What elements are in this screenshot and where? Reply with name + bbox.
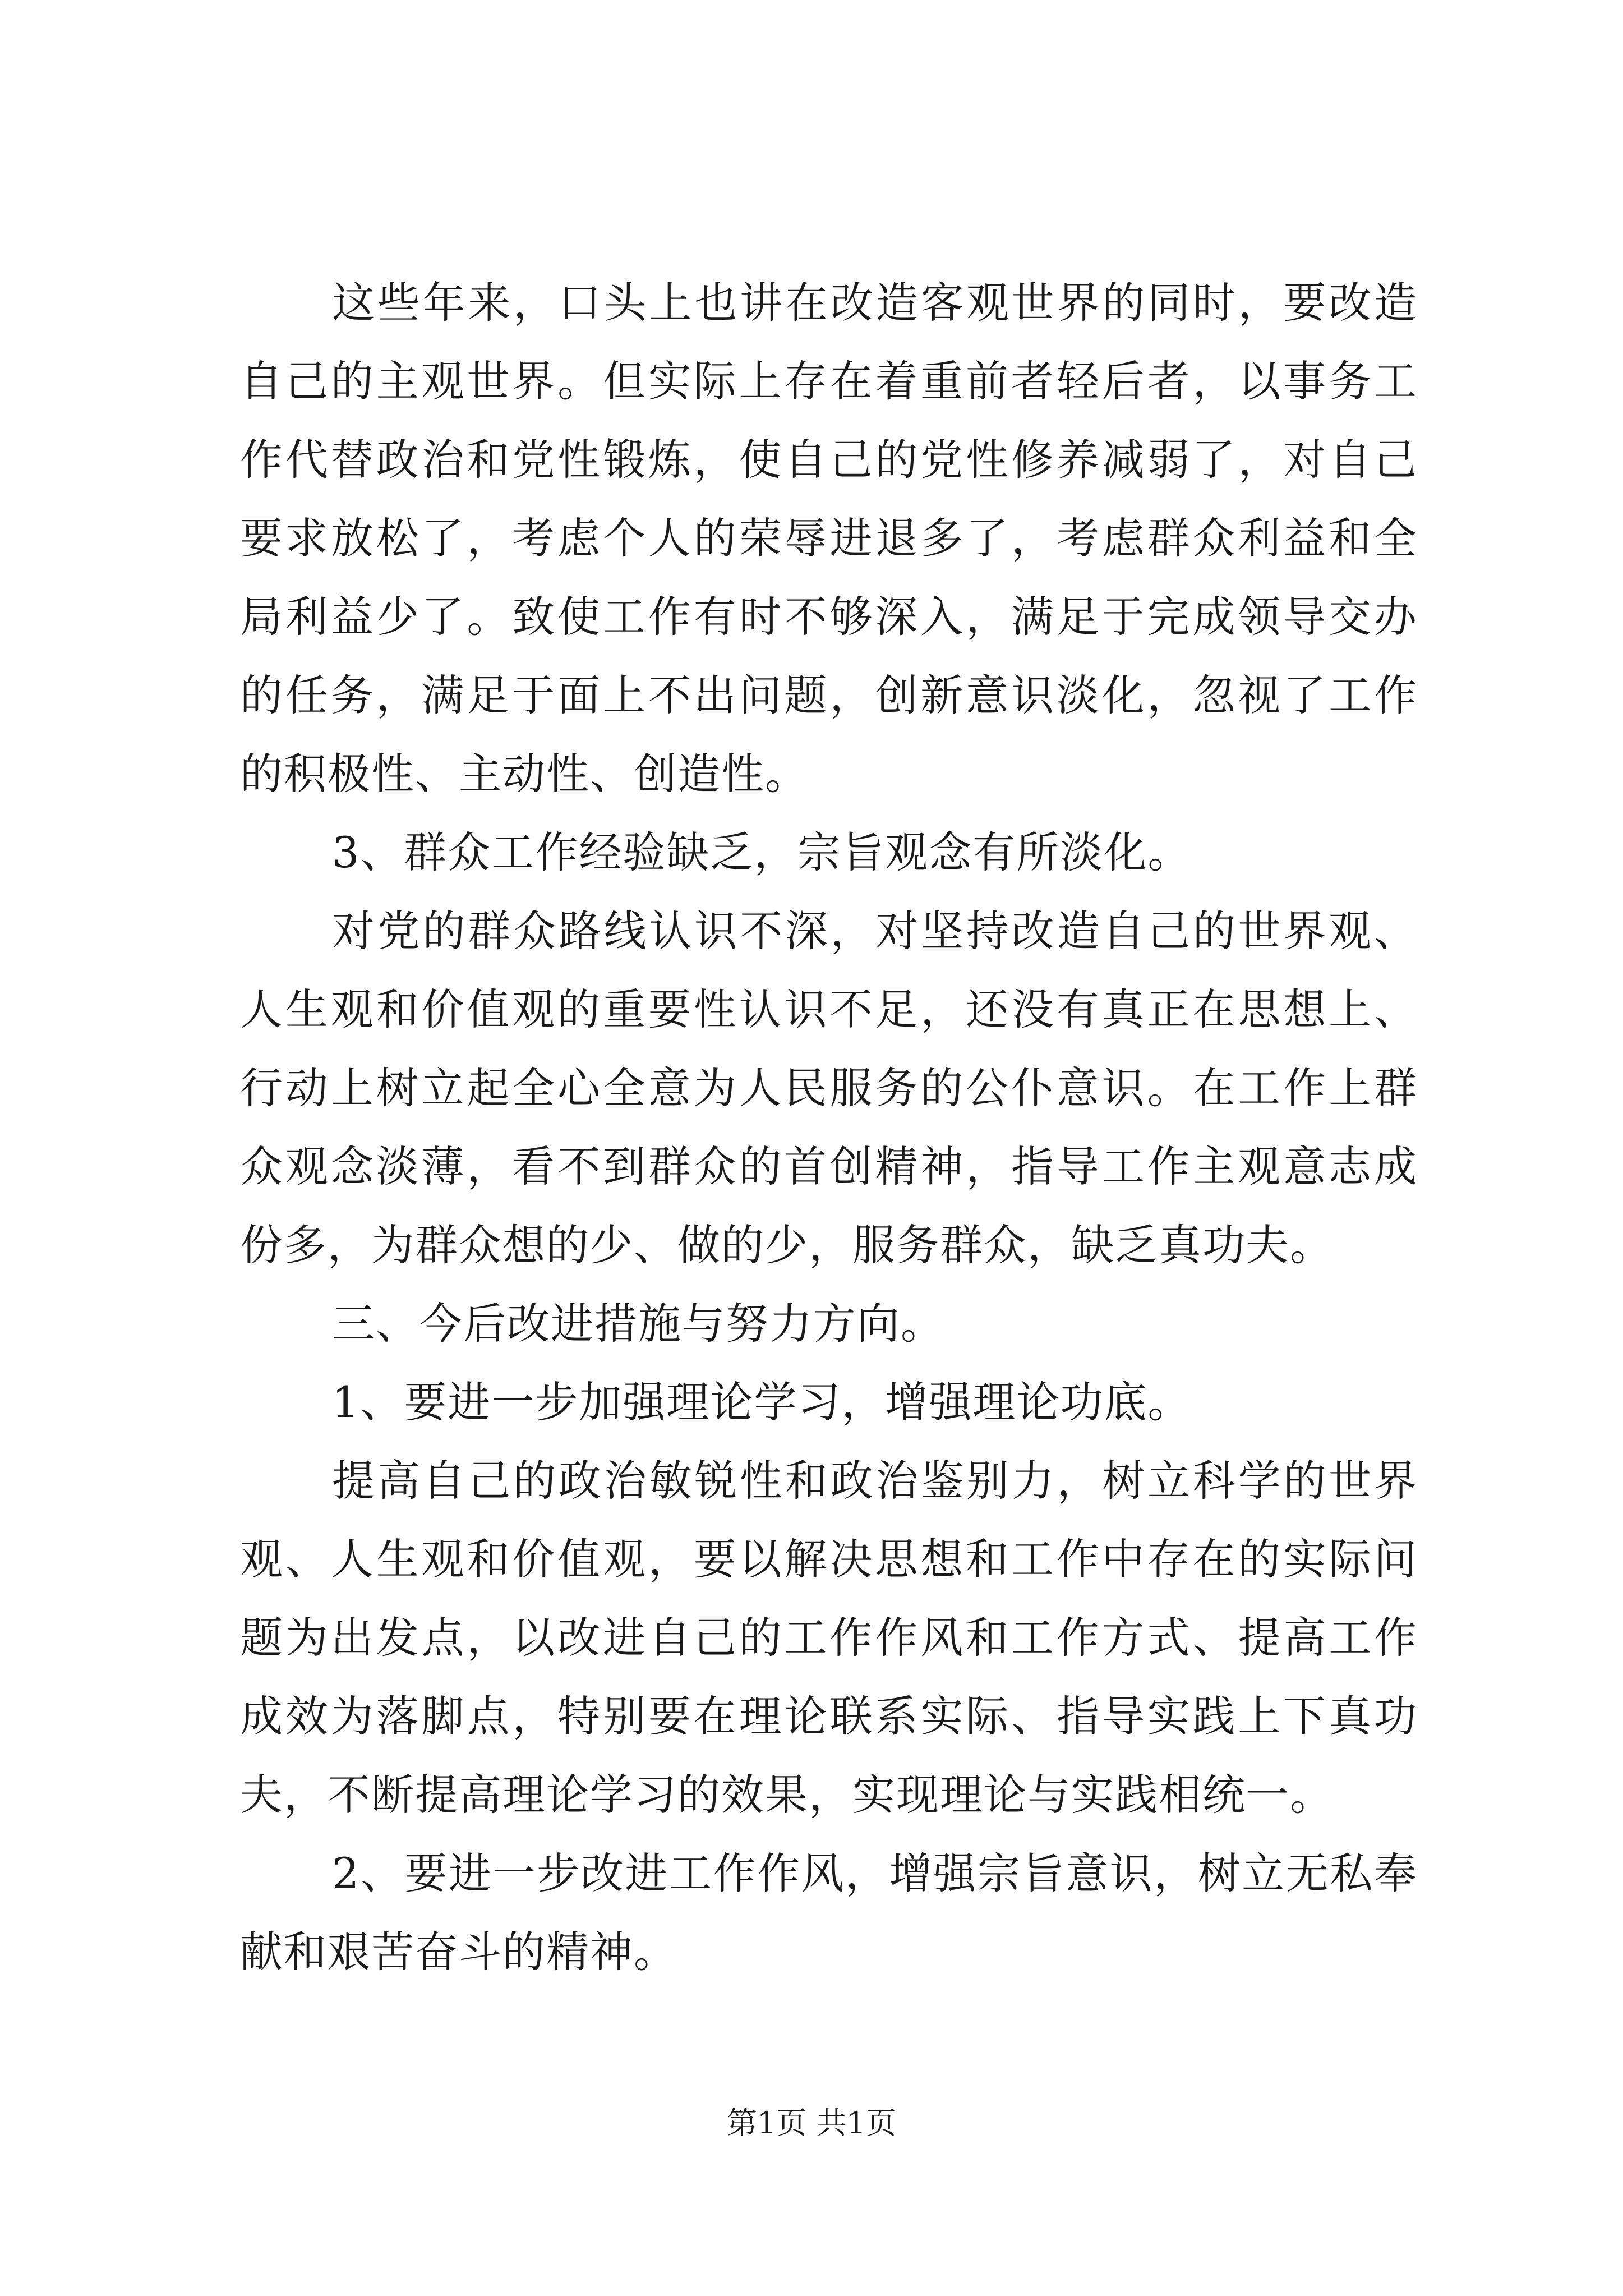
- section-heading: 2、要进一步改进工作作风，增强宗旨意识，树立无私奉献和艰苦奋斗的精神。: [240, 1848, 1418, 1977]
- paragraph: 提高自己的政治敏锐性和政治鉴别力，树立科学的世界观、人生观和价值观，要以解决思想和工作中存在的实际问题为出发点，以改进自己的工作作风和工作方式、提高工作成效为落脚点，特别要在理论联系实际、指导实践上下真功夫，不断提高理论学习的效果，实现理论与实践相统一。: [240, 1456, 1418, 1820]
- page-footer: 第1页 共1页: [727, 2105, 896, 2141]
- section-heading: 1、要进一步加强理论学习，增强理论功底。: [332, 1377, 1192, 1427]
- document-body: [240, 264, 1418, 1991]
- section-heading: 3、群众工作经验缺乏，宗旨观念有所淡化。: [332, 827, 1192, 877]
- paragraph: 对党的群众路线认识不深，对坚持改造自己的世界观、人生观和价值观的重要性认识不足，还没有真正在思想上、行动上树立起全心全意为人民服务的公仆意识。在工作上群众观念淡薄，看不到群众的首创精神，指导工作主观意志成份多，为群众想的少、做的少，服务群众，缺乏真功夫。: [240, 906, 1418, 1270]
- paragraph: 这些年来，口头上也讲在改造客观世界的同时，要改造自己的主观世界。但实际上存在着重前者轻后者，以事务工作代替政治和党性锻炼，使自己的党性修养减弱了，对自己要求放松了，考虑个人的荣辱进退多了，考虑群众利益和全局利益少了。致使工作有时不够深入，满足于完成领导交办的任务，满足于面上不出问题，创新意识淡化，忽视了工作的积极性、主动性、创造性。: [240, 278, 1418, 799]
- section-heading: 三、今后改进措施与努力方向。: [332, 1299, 944, 1349]
